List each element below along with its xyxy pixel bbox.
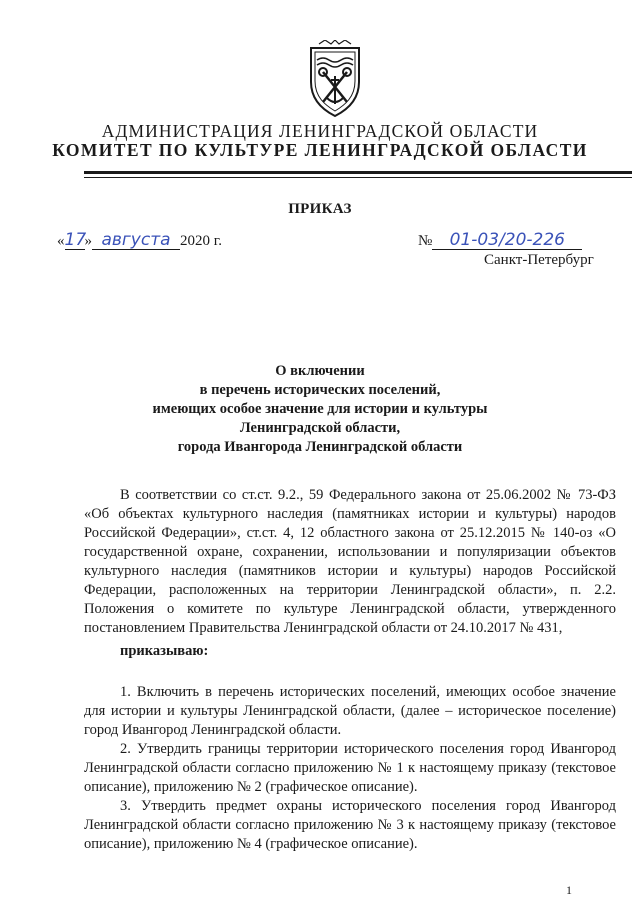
subject-line: О включении (275, 363, 365, 379)
date-close-quote: » (84, 233, 92, 249)
page-number: 1 (566, 883, 572, 897)
order-item: 1. Включить в перечень исторических поселений, имеющих особое значение для истории и культуры Ленинградской области, (далее – историческое поселение) город Ивангород Ленинградской области. (84, 684, 616, 738)
document-title: ПРИКАЗ (288, 201, 352, 217)
subject-block (100, 362, 540, 457)
order-item: 3. Утвердить предмет охраны исторического поселения город Ивангород Ленинградской области согласно приложению № 3 к настоящему приказу (текстовое описание), приложению № 4 (графическое описание). (84, 798, 616, 852)
subject-line: города Ивангорода Ленинградской области (177, 439, 463, 455)
order-word: приказываю: (120, 643, 209, 659)
date-day-handwritten: 17 (64, 230, 87, 250)
coat-of-arms-emblem-icon (303, 40, 367, 118)
date-open-quote: « (57, 233, 65, 249)
document-number (418, 232, 582, 250)
header-rule-thick (84, 171, 632, 174)
document-city: Санкт-Петербург (484, 252, 594, 268)
number-handwritten: 01-03/20-226 (432, 232, 582, 250)
administration-heading: АДМИНИСТРАЦИЯ ЛЕНИНГРАДСКОЙ ОБЛАСТИ (101, 121, 539, 141)
date-month-handwritten: августа (92, 232, 180, 250)
subject-line: в перечень исторических поселений, (199, 382, 441, 398)
subject-line: Ленинградской области, (239, 420, 401, 436)
document-date (57, 232, 222, 250)
legal-basis-paragraph: В соответствии со ст.ст. 9.2., 59 Федерального закона от 25.06.2002 № 73-ФЗ «Об объектах культурного наследия (памятниках истории и культуры) народов Российской Федерации», ст.ст. 4, 12 областного закона от 25.12.2015 № 140-оз «О государственной охране, сохранении, использовании и популяризации объектов культурного наследия (памятников истории и культуры) народов Российской Федерации, расположенных на территории Ленинградской области», п. 2.2. Положения о комитете по культуре Ленинградской области, утвержденного постановлением Правительства Ленинградской области от 24.10.2017 № 431, (84, 487, 616, 636)
subject-line: имеющих особое значение для истории и культуры (152, 401, 488, 417)
date-year: 2020 г. (180, 233, 222, 249)
committee-heading: КОМИТЕТ ПО КУЛЬТУРЕ ЛЕНИНГРАДСКОЙ ОБЛАСТИ (52, 140, 588, 160)
header-rule-thin (84, 177, 632, 178)
order-item: 2. Утвердить границы территории исторического поселения город Ивангород Ленинградской области согласно приложению № 1 к настоящему приказу (текстовое описание), приложению № 2 (графическое описание). (84, 741, 616, 795)
number-sign: № (418, 233, 433, 249)
